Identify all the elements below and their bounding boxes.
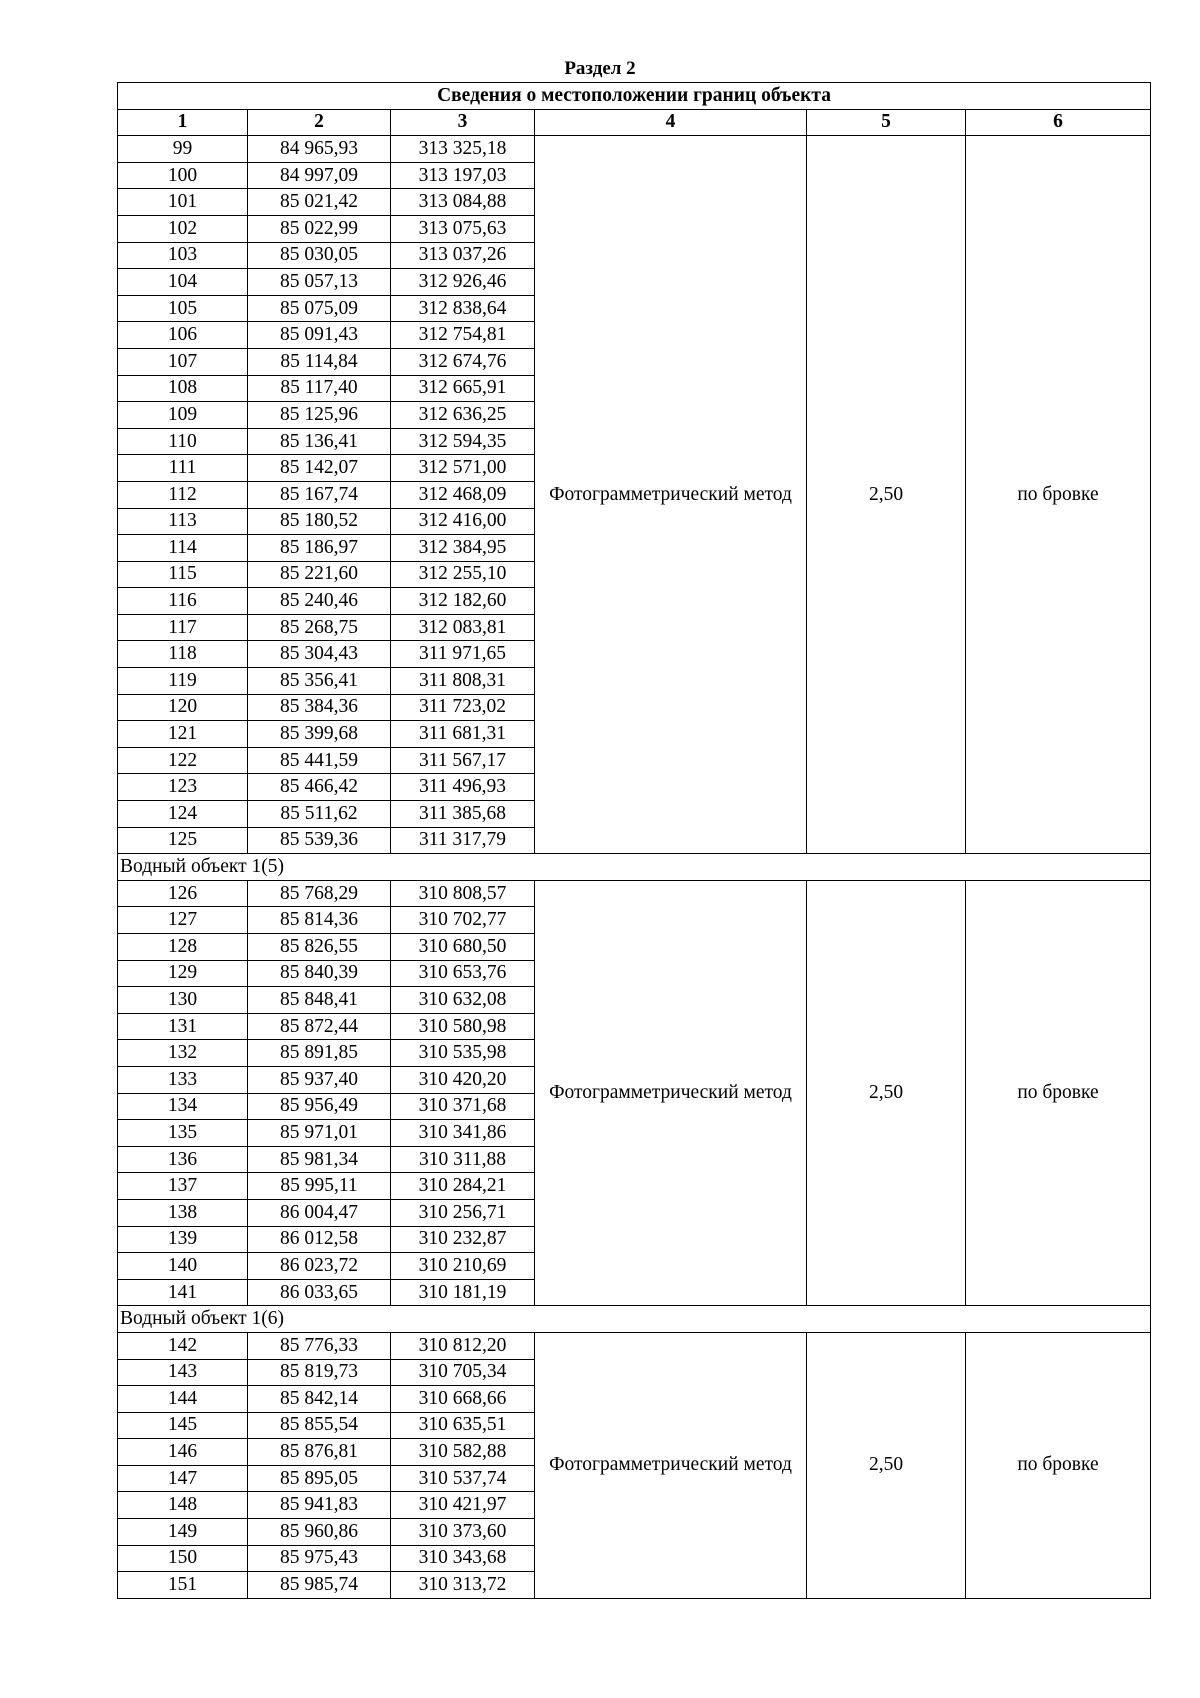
x-coordinate-cell: 85 304,43 — [248, 641, 391, 668]
x-coordinate-cell: 85 819,73 — [248, 1359, 391, 1386]
description-cell: по бровке — [966, 136, 1151, 854]
y-coordinate-cell: 312 384,95 — [391, 535, 535, 562]
x-coordinate-cell: 85 356,41 — [248, 668, 391, 695]
y-coordinate-cell: 313 325,18 — [391, 136, 535, 163]
point-number-cell: 151 — [118, 1572, 248, 1599]
x-coordinate-cell: 85 466,42 — [248, 774, 391, 801]
point-number-cell: 110 — [118, 428, 248, 455]
point-number-cell: 149 — [118, 1519, 248, 1546]
x-coordinate-cell: 85 057,13 — [248, 269, 391, 296]
y-coordinate-cell: 310 421,97 — [391, 1492, 535, 1519]
y-coordinate-cell: 310 680,50 — [391, 934, 535, 961]
y-coordinate-cell: 310 582,88 — [391, 1439, 535, 1466]
point-number-cell: 109 — [118, 402, 248, 429]
x-coordinate-cell: 85 826,55 — [248, 934, 391, 961]
column-header-row — [118, 109, 1151, 136]
y-coordinate-cell: 311 808,31 — [391, 668, 535, 695]
y-coordinate-cell: 313 037,26 — [391, 242, 535, 269]
point-number-cell: 115 — [118, 561, 248, 588]
column-header-6: 6 — [966, 109, 1151, 136]
column-header-1: 1 — [118, 109, 248, 136]
y-coordinate-cell: 312 416,00 — [391, 508, 535, 535]
y-coordinate-cell: 310 343,68 — [391, 1545, 535, 1572]
point-number-cell: 132 — [118, 1040, 248, 1067]
point-number-cell: 150 — [118, 1545, 248, 1572]
y-coordinate-cell: 310 232,87 — [391, 1226, 535, 1253]
point-number-cell: 136 — [118, 1146, 248, 1173]
point-number-cell: 125 — [118, 827, 248, 854]
table-body — [118, 136, 1151, 1599]
accuracy-cell: 2,50 — [807, 1332, 966, 1598]
point-number-cell: 106 — [118, 322, 248, 349]
group-label: Водный объект 1(5) — [118, 854, 1151, 881]
x-coordinate-cell: 85 399,68 — [248, 721, 391, 748]
point-number-cell: 99 — [118, 136, 248, 163]
column-header-3: 3 — [391, 109, 535, 136]
y-coordinate-cell: 310 535,98 — [391, 1040, 535, 1067]
y-coordinate-cell: 310 210,69 — [391, 1253, 535, 1280]
table-row — [118, 136, 1151, 163]
x-coordinate-cell: 85 937,40 — [248, 1066, 391, 1093]
point-number-cell: 121 — [118, 721, 248, 748]
x-coordinate-cell: 85 840,39 — [248, 960, 391, 987]
y-coordinate-cell: 310 341,86 — [391, 1120, 535, 1147]
x-coordinate-cell: 85 022,99 — [248, 215, 391, 242]
y-coordinate-cell: 311 567,17 — [391, 747, 535, 774]
point-number-cell: 123 — [118, 774, 248, 801]
x-coordinate-cell: 85 981,34 — [248, 1146, 391, 1173]
y-coordinate-cell: 310 702,77 — [391, 907, 535, 934]
column-header-2: 2 — [248, 109, 391, 136]
point-number-cell: 104 — [118, 269, 248, 296]
x-coordinate-cell: 85 125,96 — [248, 402, 391, 429]
y-coordinate-cell: 312 255,10 — [391, 561, 535, 588]
y-coordinate-cell: 310 580,98 — [391, 1013, 535, 1040]
y-coordinate-cell: 313 197,03 — [391, 162, 535, 189]
x-coordinate-cell: 85 975,43 — [248, 1545, 391, 1572]
point-number-cell: 141 — [118, 1279, 248, 1306]
accuracy-cell: 2,50 — [807, 880, 966, 1306]
table-row — [118, 880, 1151, 907]
point-number-cell: 105 — [118, 295, 248, 322]
y-coordinate-cell: 312 636,25 — [391, 402, 535, 429]
x-coordinate-cell: 85 855,54 — [248, 1412, 391, 1439]
x-coordinate-cell: 85 441,59 — [248, 747, 391, 774]
y-coordinate-cell: 310 284,21 — [391, 1173, 535, 1200]
x-coordinate-cell: 85 960,86 — [248, 1519, 391, 1546]
y-coordinate-cell: 312 571,00 — [391, 455, 535, 482]
y-coordinate-cell: 310 313,72 — [391, 1572, 535, 1599]
y-coordinate-cell: 312 182,60 — [391, 588, 535, 615]
x-coordinate-cell: 85 268,75 — [248, 614, 391, 641]
description-cell: по бровке — [966, 880, 1151, 1306]
x-coordinate-cell: 85 030,05 — [248, 242, 391, 269]
y-coordinate-cell: 312 926,46 — [391, 269, 535, 296]
y-coordinate-cell: 310 632,08 — [391, 987, 535, 1014]
x-coordinate-cell: 84 965,93 — [248, 136, 391, 163]
x-coordinate-cell: 85 117,40 — [248, 375, 391, 402]
y-coordinate-cell: 311 496,93 — [391, 774, 535, 801]
y-coordinate-cell: 310 256,71 — [391, 1199, 535, 1226]
y-coordinate-cell: 310 653,76 — [391, 960, 535, 987]
x-coordinate-cell: 85 876,81 — [248, 1439, 391, 1466]
x-coordinate-cell: 85 776,33 — [248, 1332, 391, 1359]
point-number-cell: 102 — [118, 215, 248, 242]
point-number-cell: 118 — [118, 641, 248, 668]
point-number-cell: 131 — [118, 1013, 248, 1040]
point-number-cell: 117 — [118, 614, 248, 641]
x-coordinate-cell: 85 941,83 — [248, 1492, 391, 1519]
table-row — [118, 1332, 1151, 1359]
point-number-cell: 134 — [118, 1093, 248, 1120]
column-header-4: 4 — [535, 109, 807, 136]
x-coordinate-cell: 85 848,41 — [248, 987, 391, 1014]
y-coordinate-cell: 311 681,31 — [391, 721, 535, 748]
x-coordinate-cell: 85 075,09 — [248, 295, 391, 322]
point-number-cell: 137 — [118, 1173, 248, 1200]
point-number-cell: 145 — [118, 1412, 248, 1439]
point-number-cell: 101 — [118, 189, 248, 216]
point-number-cell: 103 — [118, 242, 248, 269]
y-coordinate-cell: 311 971,65 — [391, 641, 535, 668]
group-label-row — [118, 854, 1151, 881]
x-coordinate-cell: 86 033,65 — [248, 1279, 391, 1306]
page-title: Раздел 2 — [564, 58, 636, 79]
x-coordinate-cell: 85 891,85 — [248, 1040, 391, 1067]
x-coordinate-cell: 85 091,43 — [248, 322, 391, 349]
point-number-cell: 140 — [118, 1253, 248, 1280]
x-coordinate-cell: 85 971,01 — [248, 1120, 391, 1147]
point-number-cell: 116 — [118, 588, 248, 615]
x-coordinate-cell: 85 221,60 — [248, 561, 391, 588]
x-coordinate-cell: 85 167,74 — [248, 481, 391, 508]
group-label-row — [118, 1306, 1151, 1333]
point-number-cell: 135 — [118, 1120, 248, 1147]
point-number-cell: 120 — [118, 694, 248, 721]
point-number-cell: 128 — [118, 934, 248, 961]
y-coordinate-cell: 310 420,20 — [391, 1066, 535, 1093]
point-number-cell: 108 — [118, 375, 248, 402]
x-coordinate-cell: 85 842,14 — [248, 1386, 391, 1413]
column-header-5: 5 — [807, 109, 966, 136]
point-number-cell: 107 — [118, 348, 248, 375]
point-number-cell: 129 — [118, 960, 248, 987]
point-number-cell: 127 — [118, 907, 248, 934]
point-number-cell: 142 — [118, 1332, 248, 1359]
point-number-cell: 114 — [118, 535, 248, 562]
y-coordinate-cell: 310 705,34 — [391, 1359, 535, 1386]
x-coordinate-cell: 85 872,44 — [248, 1013, 391, 1040]
y-coordinate-cell: 311 723,02 — [391, 694, 535, 721]
x-coordinate-cell: 85 814,36 — [248, 907, 391, 934]
x-coordinate-cell: 86 012,58 — [248, 1226, 391, 1253]
y-coordinate-cell: 313 084,88 — [391, 189, 535, 216]
point-number-cell: 126 — [118, 880, 248, 907]
point-number-cell: 148 — [118, 1492, 248, 1519]
y-coordinate-cell: 310 371,68 — [391, 1093, 535, 1120]
y-coordinate-cell: 310 668,66 — [391, 1386, 535, 1413]
x-coordinate-cell: 85 995,11 — [248, 1173, 391, 1200]
point-number-cell: 100 — [118, 162, 248, 189]
y-coordinate-cell: 310 635,51 — [391, 1412, 535, 1439]
x-coordinate-cell: 84 997,09 — [248, 162, 391, 189]
y-coordinate-cell: 310 311,88 — [391, 1146, 535, 1173]
y-coordinate-cell: 310 181,19 — [391, 1279, 535, 1306]
x-coordinate-cell: 85 114,84 — [248, 348, 391, 375]
y-coordinate-cell: 310 812,20 — [391, 1332, 535, 1359]
x-coordinate-cell: 85 136,41 — [248, 428, 391, 455]
x-coordinate-cell: 85 180,52 — [248, 508, 391, 535]
point-number-cell: 144 — [118, 1386, 248, 1413]
y-coordinate-cell: 311 385,68 — [391, 801, 535, 828]
x-coordinate-cell: 85 186,97 — [248, 535, 391, 562]
x-coordinate-cell: 85 895,05 — [248, 1465, 391, 1492]
point-number-cell: 130 — [118, 987, 248, 1014]
group-label: Водный объект 1(6) — [118, 1306, 1151, 1333]
point-number-cell: 139 — [118, 1226, 248, 1253]
y-coordinate-cell: 312 674,76 — [391, 348, 535, 375]
x-coordinate-cell: 85 511,62 — [248, 801, 391, 828]
y-coordinate-cell: 310 373,60 — [391, 1519, 535, 1546]
y-coordinate-cell: 310 537,74 — [391, 1465, 535, 1492]
point-number-cell: 112 — [118, 481, 248, 508]
point-number-cell: 138 — [118, 1199, 248, 1226]
x-coordinate-cell: 85 384,36 — [248, 694, 391, 721]
x-coordinate-cell: 85 021,42 — [248, 189, 391, 216]
y-coordinate-cell: 312 594,35 — [391, 428, 535, 455]
method-cell: Фотограмметрический метод — [535, 1332, 807, 1598]
y-coordinate-cell: 310 808,57 — [391, 880, 535, 907]
point-number-cell: 119 — [118, 668, 248, 695]
method-cell: Фотограмметрический метод — [535, 880, 807, 1306]
point-number-cell: 143 — [118, 1359, 248, 1386]
y-coordinate-cell: 312 083,81 — [391, 614, 535, 641]
x-coordinate-cell: 86 004,47 — [248, 1199, 391, 1226]
y-coordinate-cell: 312 665,91 — [391, 375, 535, 402]
boundary-coordinates-table — [117, 82, 1151, 1599]
accuracy-cell: 2,50 — [807, 136, 966, 854]
point-number-cell: 124 — [118, 801, 248, 828]
table-caption: Сведения о местоположении границ объекта — [118, 83, 1151, 110]
point-number-cell: 111 — [118, 455, 248, 482]
point-number-cell: 113 — [118, 508, 248, 535]
y-coordinate-cell: 312 838,64 — [391, 295, 535, 322]
y-coordinate-cell: 311 317,79 — [391, 827, 535, 854]
point-number-cell: 146 — [118, 1439, 248, 1466]
x-coordinate-cell: 85 539,36 — [248, 827, 391, 854]
method-cell: Фотограмметрический метод — [535, 136, 807, 854]
y-coordinate-cell: 312 468,09 — [391, 481, 535, 508]
x-coordinate-cell: 85 985,74 — [248, 1572, 391, 1599]
x-coordinate-cell: 86 023,72 — [248, 1253, 391, 1280]
y-coordinate-cell: 312 754,81 — [391, 322, 535, 349]
x-coordinate-cell: 85 142,07 — [248, 455, 391, 482]
x-coordinate-cell: 85 240,46 — [248, 588, 391, 615]
point-number-cell: 122 — [118, 747, 248, 774]
description-cell: по бровке — [966, 1332, 1151, 1598]
x-coordinate-cell: 85 768,29 — [248, 880, 391, 907]
table-caption-row — [118, 83, 1151, 110]
point-number-cell: 133 — [118, 1066, 248, 1093]
point-number-cell: 147 — [118, 1465, 248, 1492]
y-coordinate-cell: 313 075,63 — [391, 215, 535, 242]
x-coordinate-cell: 85 956,49 — [248, 1093, 391, 1120]
